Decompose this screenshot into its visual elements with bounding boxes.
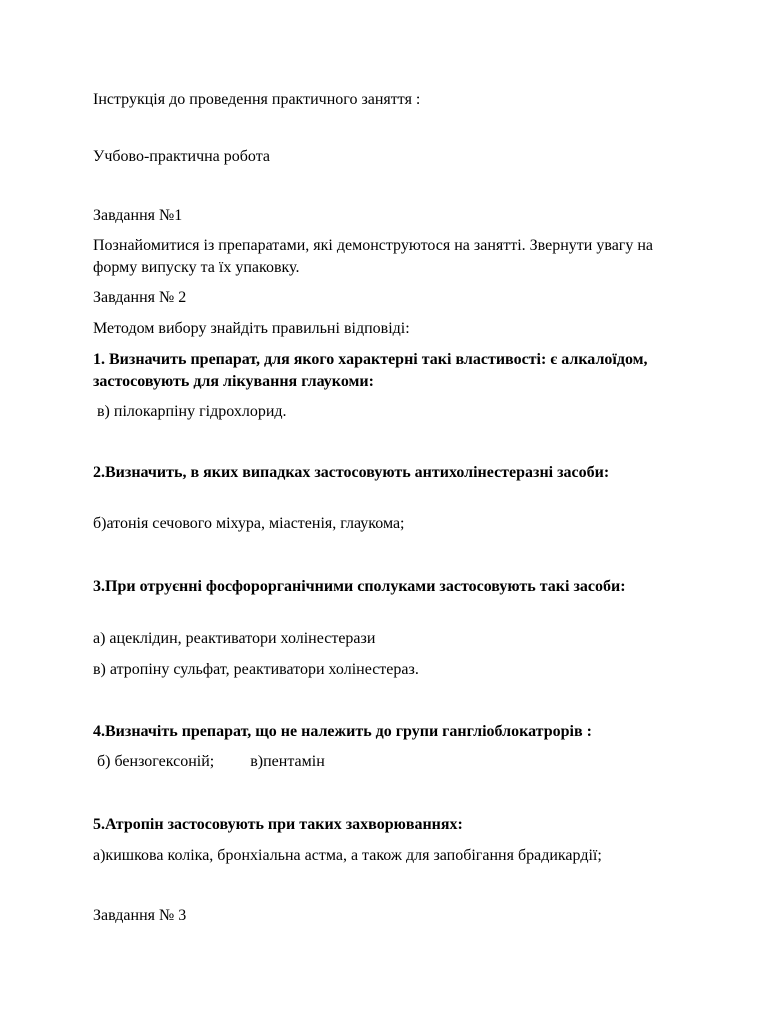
answer-4a: б) бензогексоній; — [97, 753, 215, 770]
answer-5a: а)кишкова коліка, бронхіальна астма, а також для запобігання брадикардії; — [93, 847, 602, 864]
task2-heading: Завдання № 2 — [93, 289, 187, 306]
task3-heading: Завдання № 3 — [93, 907, 187, 924]
question-1: 1. Визначить препарат, для якого характерні такі властивості: є алкалоїдом, застосовують для лікування глаукоми: — [93, 351, 648, 390]
answer-3a: а) ацеклідин, реактиватори холінестерази — [93, 630, 376, 647]
answer-3b: в) атропіну сульфат, реактиватори холінестераз. — [93, 661, 419, 678]
task1-text: Познайомитися із препаратами, які демонструютося на занятті. Звернути увагу на форму випуску та їх упаковку. — [93, 237, 654, 276]
answer-4-row — [93, 751, 697, 773]
question-3: 3.При отруєнні фосфорорганічними сполуками застосовують такі засоби: — [93, 578, 626, 595]
answer-1a: в) пілокарпіну гідрохлорид. — [97, 403, 287, 420]
answer-4b: в)пентамін — [250, 753, 325, 770]
work-title: Учбово-практична робота — [93, 148, 270, 165]
question-5: 5.Атропін застосовують при таких захворюваннях: — [93, 816, 463, 833]
answer-2a: б)атонія сечового міхура, міастенія, глаукома; — [93, 515, 405, 532]
task1-heading: Завдання №1 — [93, 207, 183, 224]
question-2: 2.Визначить, в яких випадках застосовують антихолінестеразні засоби: — [93, 464, 610, 481]
instruction-title: Інструкція до проведення практичного заняття : — [93, 91, 421, 108]
question-4: 4.Визначіть препарат, що не належить до групи гангліоблокатрорів : — [93, 723, 592, 740]
task2-intro: Методом вибору знайдіть правильні відповіді: — [93, 320, 410, 337]
